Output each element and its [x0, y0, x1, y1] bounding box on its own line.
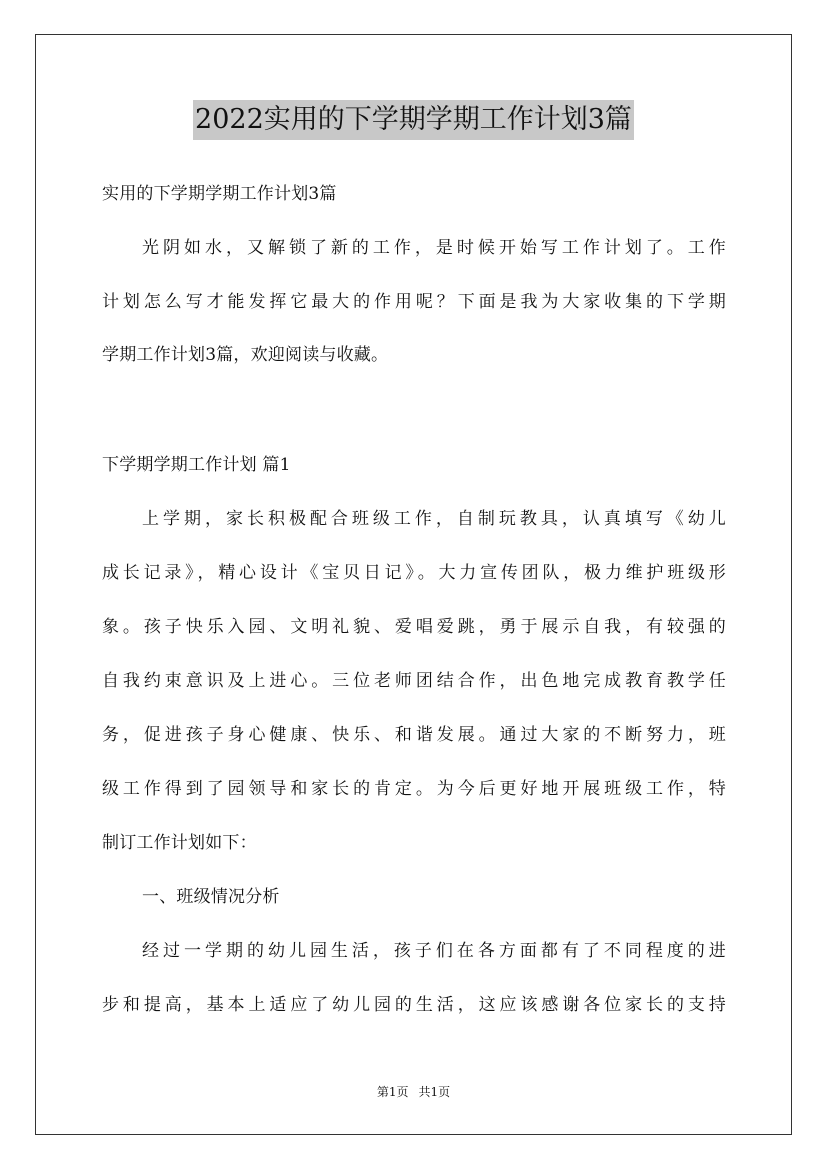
title-container: [0, 100, 827, 140]
page-total: 共1页: [418, 1085, 451, 1099]
paragraph-line: 步和提高，基本上适应了幼儿园的生活，这应该感谢各位家长的支持: [102, 995, 726, 1015]
paragraph-line: 学期工作计划3篇，欢迎阅读与收藏。: [102, 345, 389, 365]
document-title: 2022实用的下学期学期工作计划3篇: [193, 100, 634, 140]
paragraph-line: 成长记录》，精心设计《宝贝日记》。大力宣传团队，极力维护班级形: [102, 563, 726, 583]
paragraph-line: 计划怎么写才能发挥它最大的作用呢？下面是我为大家收集的下学期: [102, 292, 726, 312]
paragraph-line: 自我约束意识及上进心。三位老师团结合作，出色地完成教育教学任: [102, 671, 726, 691]
subsection-heading: 一、班级情况分析: [142, 887, 280, 907]
paragraph-line: 上学期，家长积极配合班级工作，自制玩教具，认真填写《幼儿: [142, 509, 726, 529]
page-footer: [0, 1084, 827, 1100]
paragraph-line: 制订工作计划如下：: [102, 833, 257, 853]
paragraph-line: 经过一学期的幼儿园生活，孩子们在各方面都有了不同程度的进: [142, 941, 726, 961]
document-subtitle: 实用的下学期学期工作计划3篇: [102, 184, 337, 204]
section-heading: 下学期学期工作计划 篇1: [102, 455, 291, 475]
paragraph-line: 光阴如水，又解锁了新的工作，是时候开始写工作计划了。工作: [142, 238, 726, 258]
page-number: 第1页: [376, 1085, 409, 1099]
paragraph-line: 级工作得到了园领导和家长的肯定。为今后更好地开展班级工作，特: [102, 779, 726, 799]
paragraph-line: 象。孩子快乐入园、文明礼貌、爱唱爱跳，勇于展示自我，有较强的: [102, 617, 726, 637]
paragraph-line: 务，促进孩子身心健康、快乐、和谐发展。通过大家的不断努力，班: [102, 725, 726, 745]
